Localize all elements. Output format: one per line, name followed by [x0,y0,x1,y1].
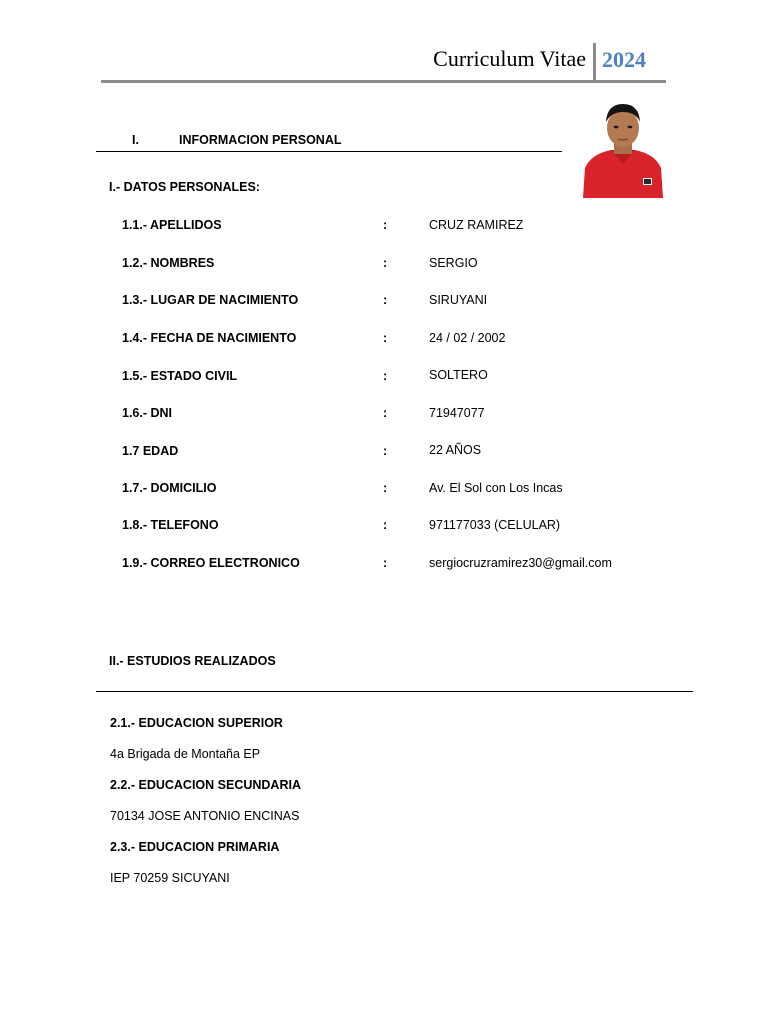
field-label-correo: 1.9.- CORREO ELECTRONICO [122,556,300,570]
field-colon: : [383,444,388,458]
field-colon: : [383,518,388,532]
field-colon: : [383,293,388,307]
field-value-fecha-nacimiento: 24 / 02 / 2002 [429,331,506,345]
education-superior-heading: 2.1.- EDUCACION SUPERIOR [110,716,283,730]
field-label-apellidos: 1.1.- APELLIDOS [122,218,222,232]
field-label-telefono: 1.8.- TELEFONO [122,518,219,532]
section-2-title: II.- ESTUDIOS REALIZADOS [109,654,276,668]
field-colon: : [383,406,388,420]
education-primaria-heading: 2.3.- EDUCACION PRIMARIA [110,840,280,854]
document-title: Curriculum Vitae [433,46,586,71]
field-label-domicilio: 1.7.- DOMICILIO [122,481,217,495]
field-colon: : [383,556,388,570]
field-value-dni: 71947077 [429,406,485,420]
field-value-edad: 22 AÑOS [429,443,482,457]
field-value-estado-civil: SOLTERO [429,368,488,382]
field-value-correo: sergiocruzramirez30@gmail.com [429,556,612,570]
field-colon: : [383,218,388,232]
personal-data-subheading: I.- DATOS PERSONALES: [109,180,260,194]
education-secundaria-value: 70134 JOSE ANTONIO ENCINAS [110,809,300,823]
field-value-telefono: 971177033 (CELULAR) [429,518,561,532]
header-divider-horizontal [101,80,666,83]
profile-photo [581,98,665,200]
field-value-apellidos: CRUZ RAMIREZ [429,218,524,232]
field-label-edad: 1.7 EDAD [122,444,179,458]
section-2-rule [96,691,693,692]
field-value-lugar-nacimiento: SIRUYANI [429,293,488,307]
section-1-title: INFORMACION PERSONAL [179,133,342,147]
section-1-rule [96,151,562,152]
section-1-number: I. [132,133,139,147]
field-label-dni: 1.6.- DNI [122,406,173,420]
header-divider-vertical [593,43,596,82]
education-primaria-value: IEP 70259 SICUYANI [110,871,230,885]
education-superior-value: 4a Brigada de Montaña EP [110,747,261,761]
field-label-fecha-nacimiento: 1.4.- FECHA DE NACIMIENTO [122,331,297,345]
field-colon: : [383,256,388,270]
field-value-nombres: SERGIO [429,256,478,270]
field-value-domicilio: Av. El Sol con Los Incas [429,481,563,495]
field-colon: : [383,481,388,495]
field-colon: : [383,331,388,345]
field-label-lugar-nacimiento: 1.3.- LUGAR DE NACIMIENTO [122,293,299,307]
field-label-estado-civil: 1.5.- ESTADO CIVIL [122,369,238,383]
field-label-nombres: 1.2.- NOMBRES [122,256,215,270]
document-year: 2024 [602,47,646,72]
field-colon: : [383,369,388,383]
education-secundaria-heading: 2.2.- EDUCACION SECUNDARIA [110,778,301,792]
